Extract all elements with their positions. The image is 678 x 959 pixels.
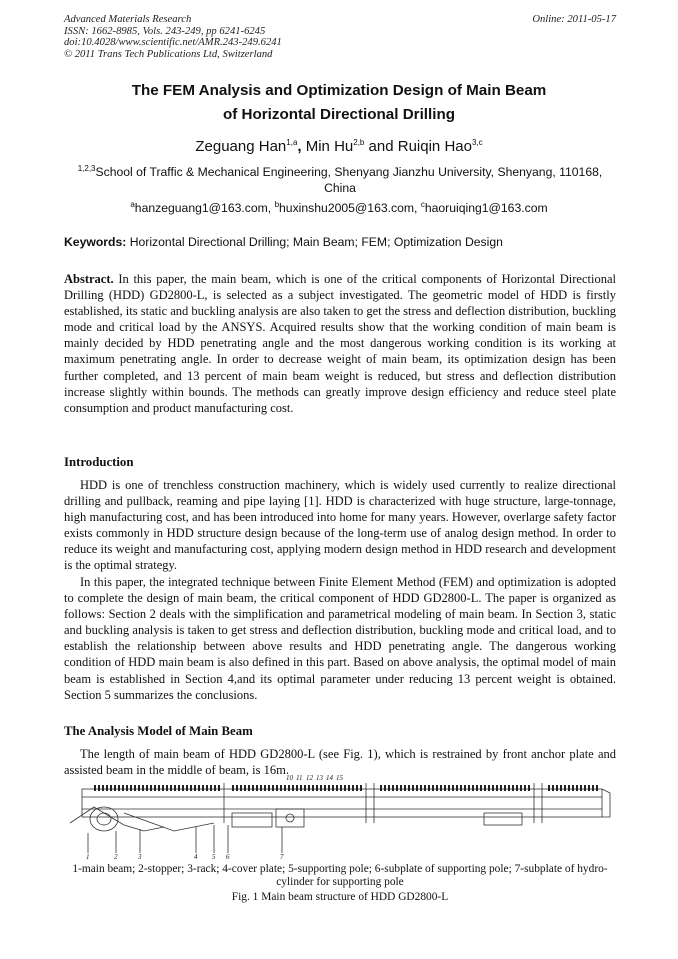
rack-tooth bbox=[480, 785, 482, 791]
rack-tooth bbox=[524, 785, 526, 791]
rack-tooth bbox=[476, 785, 478, 791]
rack-tooth bbox=[332, 785, 334, 791]
rack-tooth bbox=[420, 785, 422, 791]
figure-label: 1 bbox=[86, 853, 90, 861]
rack-tooth bbox=[162, 785, 164, 791]
figure-label: 11 bbox=[296, 774, 303, 782]
rack-tooth bbox=[304, 785, 306, 791]
rack-tooth bbox=[158, 785, 160, 791]
figure-label: 5 bbox=[212, 853, 216, 861]
rack-tooth bbox=[296, 785, 298, 791]
rack-tooth bbox=[118, 785, 120, 791]
rack-tooth bbox=[408, 785, 410, 791]
beam-outline bbox=[82, 789, 602, 817]
introduction-paragraph-1: HDD is one of trenchless construction machinery, which is widely used currently to realize directional drilling and pullback, reaming and pipe laying [1]. HDD is characterized with huge structure, large-tonnage, high manufacturing cost, and has been introduced into home for many years. However, overlarge safety factor exists commonly in HDD structure design because of the long-term use of analog design method. In order to reduce its weight and manufacturing cost, applying modern design method in HDD research and development is the optimal strategy. bbox=[64, 478, 616, 573]
figure-label: 15 bbox=[336, 774, 343, 782]
rack-tooth bbox=[102, 785, 104, 791]
keywords bbox=[64, 235, 616, 249]
rack-tooth bbox=[190, 785, 192, 791]
rack-tooth bbox=[154, 785, 156, 791]
abstract-label: Abstract. bbox=[64, 272, 114, 286]
author-sup: 2,b bbox=[353, 138, 365, 147]
rack-tooth bbox=[292, 785, 294, 791]
analysis-model-paragraph-1: The length of main beam of HDD GD2800-L (see Fig. 1), which is restrained by front anchor plate and assisted beam in the middle of beam, is 16m. bbox=[64, 747, 616, 778]
rack-tooth bbox=[512, 785, 514, 791]
keywords-label: Keywords: bbox=[64, 235, 127, 249]
journal-header bbox=[64, 14, 282, 60]
figure-legend: 1-main beam; 2-stopper; 3-rack; 4-cover plate; 5-supporting pole; 6-subplate of supporting pole; 7-subplate of hydro-cylinder for supporting pole bbox=[72, 863, 608, 889]
rack-tooth bbox=[452, 785, 454, 791]
rack-tooth bbox=[508, 785, 510, 791]
rack-tooth bbox=[186, 785, 188, 791]
rack-tooth bbox=[444, 785, 446, 791]
online-date: Online: 2011-05-17 bbox=[532, 14, 616, 25]
abstract-text: In this paper, the main beam, which is one of the critical components of Horizontal Directional Drilling (HDD) GD2800-L, is selected as a subject investigated. The geometric model of HDD is firstly established, its static and buckling analysis are also taken to get the stress and deflection distribution, buckling mode and critical load by the ANSYS. Acquired results show that the working condition of main beam is mainly decided by HDD penetrating angle and the most dangerous working condition is its working at maximum penetrating angle. In order to decrease weight of main beam, its optimization design has been further completed, and 13 percent of main beam weight is reduced, but stress and deflection distribution increase slightly within bounds. The methods can greatly improve design efficiency and reduce steel plate consumption and product manufacturing cost. bbox=[64, 272, 616, 415]
rack-tooth bbox=[504, 785, 506, 791]
author-sup: 3,c bbox=[471, 138, 483, 147]
rack-tooth bbox=[198, 785, 200, 791]
rack-tooth bbox=[232, 785, 234, 791]
rack-tooth bbox=[356, 785, 358, 791]
rack-tooth bbox=[592, 785, 594, 791]
rack-tooth bbox=[214, 785, 216, 791]
figure-label: 3 bbox=[138, 853, 142, 861]
rack-tooth bbox=[276, 785, 278, 791]
rack-tooth bbox=[98, 785, 100, 791]
rack-tooth bbox=[404, 785, 406, 791]
email-list bbox=[0, 201, 678, 215]
rack-tooth bbox=[576, 785, 578, 791]
rack-tooth bbox=[568, 785, 570, 791]
rack-tooth bbox=[244, 785, 246, 791]
rack-tooth bbox=[272, 785, 274, 791]
rack-tooth bbox=[428, 785, 430, 791]
figure-label: 12 bbox=[306, 774, 313, 782]
rack-tooth bbox=[138, 785, 140, 791]
rack-tooth bbox=[588, 785, 590, 791]
email-address[interactable]: huxinshu2005@163.com bbox=[279, 201, 415, 215]
rack-tooth bbox=[206, 785, 208, 791]
author-list bbox=[0, 138, 678, 155]
rack-tooth bbox=[178, 785, 180, 791]
rack-tooth bbox=[472, 785, 474, 791]
rack-tooth bbox=[114, 785, 116, 791]
rack-tooth bbox=[572, 785, 574, 791]
author-name: Zeguang Han bbox=[195, 138, 287, 155]
keywords-text: Horizontal Directional Drilling; Main Beam; FEM; Optimization Design bbox=[126, 235, 503, 249]
rack-tooth bbox=[344, 785, 346, 791]
pin bbox=[286, 814, 294, 822]
rack-tooth bbox=[142, 785, 144, 791]
figure-label: 7 bbox=[280, 853, 284, 861]
rack-tooth bbox=[516, 785, 518, 791]
rack-tooth bbox=[288, 785, 290, 791]
rack-tooth bbox=[468, 785, 470, 791]
rack-tooth bbox=[174, 785, 176, 791]
figure-label: 6 bbox=[226, 853, 230, 861]
main-beam-drawing bbox=[64, 773, 616, 861]
author-sup: 1,a bbox=[286, 138, 298, 147]
email-sup: c bbox=[420, 199, 425, 209]
rack-tooth bbox=[166, 785, 168, 791]
rack-tooth bbox=[130, 785, 132, 791]
rack-tooth bbox=[324, 785, 326, 791]
rack-tooth bbox=[456, 785, 458, 791]
rack-tooth bbox=[352, 785, 354, 791]
rack-tooth bbox=[400, 785, 402, 791]
rack-tooth bbox=[126, 785, 128, 791]
rack-tooth bbox=[150, 785, 152, 791]
rack-tooth bbox=[500, 785, 502, 791]
rack-tooth bbox=[240, 785, 242, 791]
rack-tooth bbox=[596, 785, 598, 791]
figure-label: 4 bbox=[194, 853, 198, 861]
rack-tooth bbox=[182, 785, 184, 791]
rack-tooth bbox=[252, 785, 254, 791]
rack-tooth bbox=[560, 785, 562, 791]
rack-tooth bbox=[384, 785, 386, 791]
subplate bbox=[276, 809, 304, 827]
support-linkage bbox=[124, 813, 214, 831]
rack-tooth bbox=[432, 785, 434, 791]
paper-title-line-2: of Horizontal Directional Drilling bbox=[222, 106, 456, 123]
journal-name: Advanced Materials Research bbox=[64, 14, 192, 25]
journal-copyright: © 2011 Trans Tech Publications Ltd, Switzerland bbox=[64, 48, 273, 60]
rack-tooth bbox=[170, 785, 172, 791]
affiliation bbox=[64, 165, 616, 196]
rack-tooth bbox=[348, 785, 350, 791]
journal-doi: doi:10.4028/www.scientific.net/AMR.243-249.6241 bbox=[64, 37, 282, 49]
rack-tooth bbox=[548, 785, 550, 791]
rack-tooth bbox=[284, 785, 286, 791]
rack-tooth bbox=[146, 785, 148, 791]
beam-end bbox=[602, 789, 610, 817]
rack-tooth bbox=[416, 785, 418, 791]
rack-tooth bbox=[218, 785, 220, 791]
rack-tooth bbox=[520, 785, 522, 791]
supporting-pole bbox=[232, 813, 272, 827]
rack-tooth bbox=[440, 785, 442, 791]
rack-tooth bbox=[552, 785, 554, 791]
rack-tooth bbox=[528, 785, 530, 791]
rack-tooth bbox=[320, 785, 322, 791]
paper-title-line-1: The FEM Analysis and Optimization Design of Main Beam bbox=[131, 82, 547, 99]
email-sup: b bbox=[274, 199, 280, 209]
author-name: Ruiqin Hao bbox=[397, 138, 472, 155]
rack-tooth bbox=[556, 785, 558, 791]
section-heading-analysis-model: The Analysis Model of Main Beam bbox=[64, 724, 253, 738]
rack-tooth bbox=[392, 785, 394, 791]
rack-tooth bbox=[106, 785, 108, 791]
rack-tooth bbox=[312, 785, 314, 791]
rack-tooth bbox=[236, 785, 238, 791]
figure-caption: Fig. 1 Main beam structure of HDD GD2800-L bbox=[231, 891, 449, 903]
section-heading-introduction: Introduction bbox=[64, 455, 134, 469]
rack-tooth bbox=[134, 785, 136, 791]
rack-tooth bbox=[256, 785, 258, 791]
rack-tooth bbox=[496, 785, 498, 791]
rack-tooth bbox=[300, 785, 302, 791]
rack-tooth bbox=[360, 785, 362, 791]
rack-tooth bbox=[424, 785, 426, 791]
rack-tooth bbox=[380, 785, 382, 791]
rack-tooth bbox=[580, 785, 582, 791]
rack-tooth bbox=[488, 785, 490, 791]
rack-teeth bbox=[94, 785, 598, 791]
anchor-circle bbox=[97, 813, 111, 825]
email-sep: , bbox=[414, 201, 421, 215]
rack-tooth bbox=[202, 785, 204, 791]
figure-label: 14 bbox=[326, 774, 333, 782]
figure-label: 10 bbox=[286, 774, 293, 782]
rack-tooth bbox=[122, 785, 124, 791]
affiliation-text: School of Traffic & Mechanical Engineering, Shenyang Jianzhu University, Shenyang, 110168, China bbox=[95, 165, 603, 195]
supporting-pole bbox=[484, 813, 522, 825]
rack-tooth bbox=[268, 785, 270, 791]
rack-tooth bbox=[308, 785, 310, 791]
rack-tooth bbox=[412, 785, 414, 791]
rack-tooth bbox=[194, 785, 196, 791]
rack-tooth bbox=[110, 785, 112, 791]
rack-tooth bbox=[280, 785, 282, 791]
rack-tooth bbox=[94, 785, 96, 791]
abstract bbox=[64, 271, 616, 416]
rack-tooth bbox=[436, 785, 438, 791]
rack-tooth bbox=[248, 785, 250, 791]
rack-tooth bbox=[564, 785, 566, 791]
rack-tooth bbox=[464, 785, 466, 791]
support-linkage bbox=[70, 807, 164, 831]
rack-tooth bbox=[396, 785, 398, 791]
author-sep: and bbox=[364, 138, 398, 155]
figure-label: 2 bbox=[114, 853, 118, 861]
rack-tooth bbox=[340, 785, 342, 791]
rack-tooth bbox=[336, 785, 338, 791]
email-address[interactable]: haoruiqing1@163.com bbox=[424, 201, 548, 215]
affiliation-sup: 1,2,3 bbox=[77, 163, 96, 173]
rack-tooth bbox=[584, 785, 586, 791]
rack-tooth bbox=[460, 785, 462, 791]
introduction-paragraph-2: In this paper, the integrated technique between Finite Element Method (FEM) and optimization is adopted to complete the design of main beam, the critical component of HDD GD2800-L. The paper is organized as follows: Section 2 deals with the simplification and parametrical modeling of main beam. In Section 3, static and buckling analysis is taken to get stress and deflection distribution, buckling mode and critical load, and to establish the relationship between above results and HDD penetrating angle. The dangerous working condition of HDD main beam is also defined in this part. Based on above analysis, the optimal model of main beam is established in Section 4,and its optimal parameter under reducing 13 percent weight is obtained. Section 5 summarizes the conclusions. bbox=[64, 575, 616, 702]
rack-tooth bbox=[492, 785, 494, 791]
author-name: Min Hu bbox=[305, 138, 354, 155]
figure-label: 13 bbox=[316, 774, 323, 782]
rack-tooth bbox=[260, 785, 262, 791]
email-address[interactable]: hanzeguang1@163.com bbox=[134, 201, 268, 215]
rack-tooth bbox=[316, 785, 318, 791]
rack-tooth bbox=[484, 785, 486, 791]
rack-tooth bbox=[210, 785, 212, 791]
rack-tooth bbox=[264, 785, 266, 791]
rack-tooth bbox=[448, 785, 450, 791]
author-sep: , bbox=[297, 138, 306, 155]
rack-tooth bbox=[328, 785, 330, 791]
email-sep: , bbox=[267, 201, 275, 215]
journal-issn: ISSN: 1662-8985, Vols. 243-249, pp 6241-6245 bbox=[64, 25, 266, 37]
rack-tooth bbox=[388, 785, 390, 791]
email-sup: a bbox=[130, 199, 135, 209]
